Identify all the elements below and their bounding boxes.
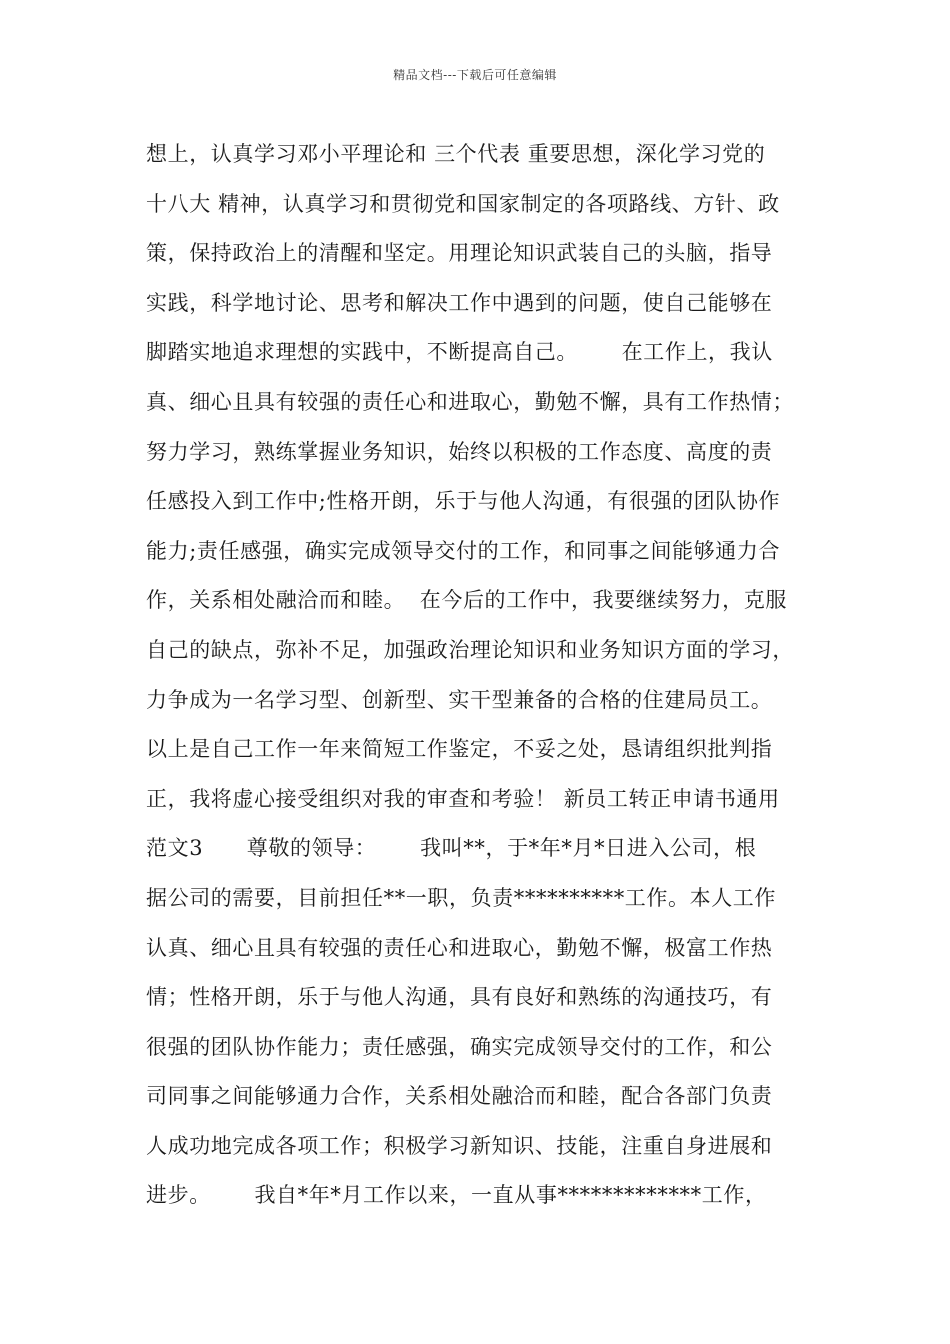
text-line: 努力学习，熟练掌握业务知识，始终以积极的工作态度、高度的责: [146, 439, 773, 464]
text-line: 实践，科学地讨论、思考和解决工作中遇到的问题，使自己能够在: [146, 290, 773, 315]
page-header: 精品文档---下载后可任意编辑: [393, 68, 557, 82]
text-line: 能力;责任感强，确实完成领导交付的工作，和同事之间能够通力合: [146, 538, 781, 563]
text-line: 认真、细心且具有较强的责任心和进取心，勤勉不懈，极富工作热: [146, 935, 773, 960]
text-line: 真、细心且具有较强的责任心和进取心，勤勉不懈，具有工作热情；: [146, 389, 794, 414]
text-line: 范文3 尊敬的领导： 我叫**，于*年*月*日进入公司，根: [146, 836, 757, 861]
text-line: 脚踏实地追求理想的实践中，不断提高自己。 在工作上，我认: [146, 340, 773, 365]
text-line: 十八大 精神，认真学习和贯彻党和国家制定的各项路线、方针、政: [146, 191, 780, 216]
text-line: 策，保持政治上的清醒和坚定。用理论知识武装自己的头脑，指导: [146, 241, 773, 266]
text-line: 很强的团队协作能力；责任感强，确实完成领导交付的工作，和公: [146, 1034, 773, 1059]
text-line: 作，关系相处融洽而和睦。 在今后的工作中，我要继续努力，克服: [146, 588, 787, 613]
text-line: 正，我将虚心接受组织对我的审查和考验！ 新员工转正申请书通用: [146, 786, 780, 811]
text-line: 力争成为一名学习型、创新型、实干型兼备的合格的住建局员工。: [146, 687, 773, 712]
text-line: 想上，认真学习邓小平理论和 三个代表 重要思想，深化学习党的: [146, 142, 766, 166]
text-line: 进步。 我自*年*月工作以来，一直从事*************工作，: [146, 1183, 767, 1208]
text-line: 任感投入到工作中;性格开朗，乐于与他人沟通，有很强的团队协作: [146, 489, 781, 514]
text-line: 司同事之间能够通力合作，关系相处融洽而和睦，配合各部门负责: [146, 1084, 773, 1109]
text-line: 人成功地完成各项工作；积极学习新知识、技能，注重自身进展和: [146, 1133, 773, 1158]
text-line: 据公司的需要，目前担任**一职，负责**********工作。本人工作: [146, 885, 776, 910]
text-line: 以上是自己工作一年来简短工作鉴定，不妥之处，恳请组织批判指: [146, 737, 773, 762]
text-line: 自己的缺点，弥补不足，加强政治理论知识和业务知识方面的学习，: [146, 637, 794, 662]
text-line: 情；性格开朗，乐于与他人沟通，具有良好和熟练的沟通技巧，有: [146, 985, 773, 1010]
body-text: [146, 130, 826, 1221]
